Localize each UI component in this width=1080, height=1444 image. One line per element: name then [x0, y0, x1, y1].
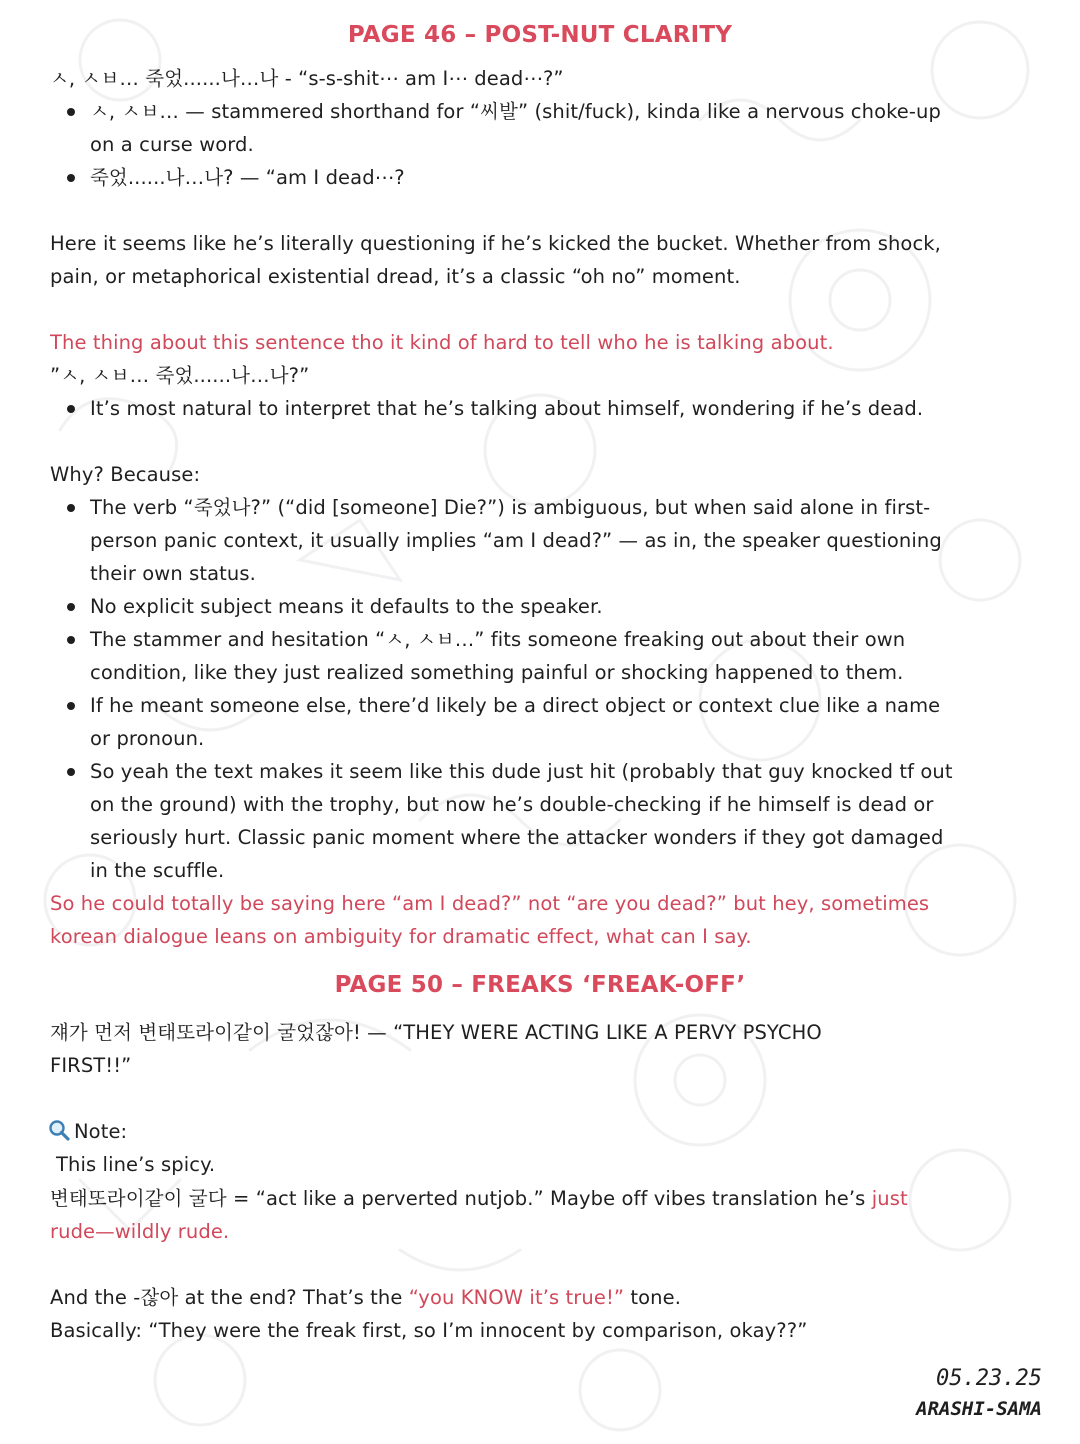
definition-highlight: just [871, 1187, 908, 1210]
korean-line: FIRST!!” [50, 1054, 132, 1077]
reason-text: The verb “죽었나?” (“did [someone] Die?”) is ambiguous, but when said alone in first- [90, 496, 931, 519]
bullet-text: on a curse word. [90, 133, 254, 156]
reason-text: on the ground) with the trophy, but now he’s double-checking if he himself is dead or [90, 793, 934, 816]
highlight-note: The thing about this sentence tho it kind of hard to tell who he is talking about. [50, 331, 834, 354]
reason-text: person panic context, it usually implies “am I dead?” — as in, the speaker questioning [90, 529, 942, 552]
bullet-text: 죽었......나…나? — “am I dead⋯? [90, 166, 405, 189]
definition-text: 변태또라이같이 굴다 = “act like a perverted nutjob.” Maybe off vibes translation he’s [50, 1187, 872, 1210]
basically-line: Basically: “They were the freak first, so I’m innocent by comparison, okay??” [50, 1319, 808, 1342]
signature-author: ARASHI-SAMA [916, 1398, 1042, 1420]
bullet-dot [67, 174, 75, 182]
ending-highlight: “you KNOW it’s true!” [408, 1286, 625, 1309]
reason-text: The stammer and hesitation “ㅅ, ㅅㅂ…” fits someone freaking out about their own [90, 628, 906, 651]
bullet-dot [67, 636, 75, 644]
ending-text-tail: tone. [624, 1286, 682, 1309]
why-label: Why? Because: [50, 463, 201, 486]
bullet-dot [67, 768, 75, 776]
reason-text: If he meant someone else, there’d likely be a direct object or context clue like a name [90, 694, 941, 717]
note-label-text: Note: [74, 1120, 128, 1143]
bullet-dot [67, 603, 75, 611]
note-label [48, 1119, 127, 1145]
reason-text: So yeah the text makes it seem like this dude just hit (probably that guy knocked tf out [90, 760, 953, 783]
bullet-dot [67, 108, 75, 116]
magnifying-glass-icon [48, 1119, 70, 1141]
paragraph-line: pain, or metaphorical existential dread, it’s a classic “oh no” moment. [50, 265, 741, 288]
highlight-conclusion: korean dialogue leans on ambiguity for dramatic effect, what can I say. [50, 925, 752, 948]
spicy-line: This line’s spicy. [56, 1153, 216, 1176]
highlight-conclusion: So he could totally be saying here “am I dead?” not “are you dead?” but hey, sometimes [50, 892, 930, 915]
section-heading-page-46: PAGE 46 – POST-NUT CLARITY [347, 22, 733, 48]
reason-text: seriously hurt. Classic panic moment where the attacker wonders if they got damaged [90, 826, 944, 849]
quote-line: ”ㅅ, ㅅㅂ… 죽었......나…나?” [50, 364, 310, 387]
reason-text: in the scuffle. [90, 859, 225, 882]
bullet-dot [67, 702, 75, 710]
reason-text: their own status. [90, 562, 256, 585]
reason-text: condition, like they just realized something painful or shocking happened to them. [90, 661, 904, 684]
reason-text: No explicit subject means it defaults to the speaker. [90, 595, 603, 618]
bullet-dot [67, 504, 75, 512]
ending-text: And the -잖아 at the end? That’s the [50, 1286, 409, 1309]
definition-line [50, 1186, 908, 1212]
signature-date: 05.23.25 [936, 1366, 1042, 1391]
section-heading-page-50: PAGE 50 – FREAKS ‘FREAK-OFF’ [334, 972, 746, 998]
reason-text: or pronoun. [90, 727, 205, 750]
ending-line [50, 1285, 681, 1311]
definition-highlight: rude—wildly rude. [50, 1220, 230, 1243]
korean-line: ㅅ, ㅅㅂ… 죽었......나…나 - “s-s-shit⋯ am I⋯ dead⋯?” [50, 67, 564, 90]
bullet-text: It’s most natural to interpret that he’s talking about himself, wondering if he’s dead. [90, 397, 924, 420]
bullet-text: ㅅ, ㅅㅂ… — stammered shorthand for “씨발” (shit/fuck), kinda like a nervous choke-up [90, 100, 941, 123]
bullet-dot [67, 405, 75, 413]
korean-line: 쟤가 먼저 변태또라이같이 굴었잖아! — “THEY WERE ACTING LIKE A PERVY PSYCHO [50, 1021, 822, 1044]
paragraph-line: Here it seems like he’s literally questioning if he’s kicked the bucket. Whether from shock, [50, 232, 941, 255]
